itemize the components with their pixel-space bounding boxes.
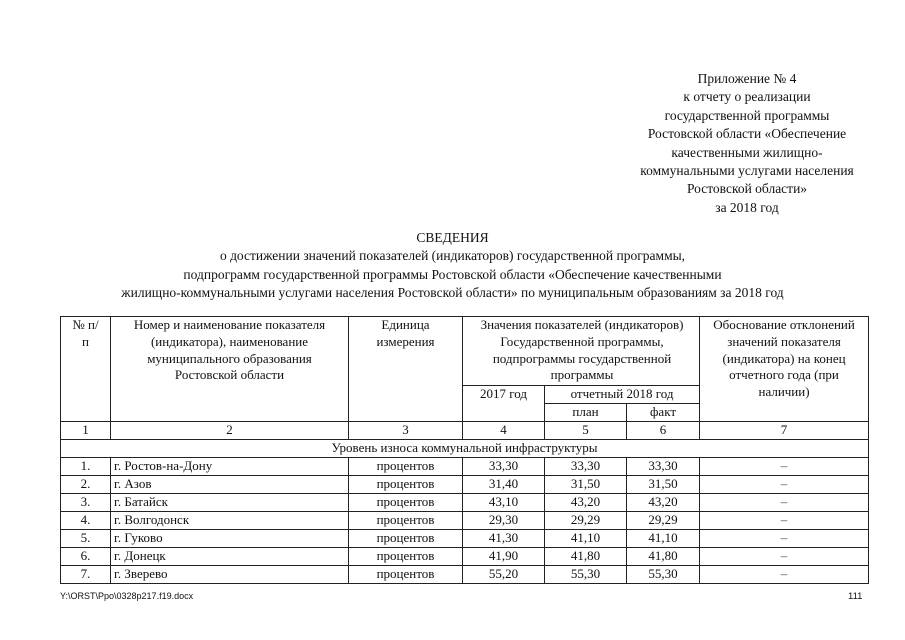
column-number-cell: 4	[463, 422, 545, 440]
justification-cell: –	[700, 494, 869, 512]
justification-cell: –	[700, 530, 869, 548]
appendix-line: государственной программы	[664, 107, 830, 123]
unit-cell: процентов	[349, 548, 463, 566]
appendix-line: к отчету о реализации	[683, 89, 811, 105]
title-line: о достижении значений показателей (индикаторов) государственной программы,	[219, 248, 686, 264]
document-file-path: Y:\ORST\Ppo\0328p217.f19.docx	[60, 591, 194, 601]
value-plan: 31,50	[545, 476, 627, 494]
row-number: 5.	[61, 530, 111, 548]
municipality-name: г. Волгодонск	[111, 512, 349, 530]
appendix-line: качественными жилищно-	[671, 144, 823, 160]
indicators-table	[60, 316, 869, 584]
value-2017: 29,30	[463, 512, 545, 530]
value-2017: 43,10	[463, 494, 545, 512]
municipality-name: г. Зверево	[111, 566, 349, 584]
value-plan: 41,80	[545, 548, 627, 566]
title-heading: СВЕДЕНИЯ	[416, 230, 489, 245]
column-number-cell: 2	[111, 422, 349, 440]
justification-cell: –	[700, 566, 869, 584]
justification-cell: –	[700, 476, 869, 494]
header-col-justification: Обоснование отклонений значений показателя (индикатора) на конец отчетного года (при наличии)	[700, 317, 869, 422]
row-number: 1.	[61, 458, 111, 476]
header-fact: факт	[627, 404, 700, 422]
header-col-number: № п/п	[61, 317, 111, 422]
table-row	[61, 548, 869, 566]
justification-cell: –	[700, 512, 869, 530]
row-number: 3.	[61, 494, 111, 512]
appendix-line: Ростовской области»	[686, 181, 808, 197]
row-number: 6.	[61, 548, 111, 566]
page-number: 111	[848, 591, 863, 602]
unit-cell: процентов	[349, 476, 463, 494]
column-number-cell: 6	[627, 422, 700, 440]
value-fact: 43,20	[627, 494, 700, 512]
value-fact: 41,80	[627, 548, 700, 566]
table-row	[61, 476, 869, 494]
municipality-name: г. Батайск	[111, 494, 349, 512]
unit-cell: процентов	[349, 512, 463, 530]
appendix-line: Приложение № 4	[697, 71, 797, 86]
table-row	[61, 566, 869, 584]
section-title: Уровень износа коммунальной инфраструктуры	[61, 440, 869, 458]
value-2017: 55,20	[463, 566, 545, 584]
value-fact: 55,30	[627, 566, 700, 584]
header-plan: план	[545, 404, 627, 422]
value-fact: 33,30	[627, 458, 700, 476]
column-number-cell: 7	[700, 422, 869, 440]
header-year-2017: 2017 год	[463, 386, 545, 422]
value-plan: 33,30	[545, 458, 627, 476]
value-plan: 29,29	[545, 512, 627, 530]
value-fact: 31,50	[627, 476, 700, 494]
unit-cell: процентов	[349, 458, 463, 476]
title-line: подпрограмм государственной программы Ростовской области «Обеспечение качественными	[183, 266, 722, 282]
value-plan: 41,10	[545, 530, 627, 548]
header-values-group: Значения показателей (индикаторов) Государственной программы, подпрограммы государственной программы	[463, 317, 700, 386]
column-number-cell: 3	[349, 422, 463, 440]
value-fact: 41,10	[627, 530, 700, 548]
value-fact: 29,29	[627, 512, 700, 530]
unit-cell: процентов	[349, 530, 463, 548]
appendix-block	[612, 70, 882, 217]
table-row	[61, 458, 869, 476]
document-title	[40, 229, 865, 303]
header-reporting-2018: отчетный 2018 год	[545, 386, 700, 404]
value-2017: 31,40	[463, 476, 545, 494]
value-2017: 41,90	[463, 548, 545, 566]
header-col-name: Номер и наименование показателя (индикатора), наименование муниципального образования Ростовской области	[111, 317, 349, 422]
value-plan: 43,20	[545, 494, 627, 512]
row-number: 4.	[61, 512, 111, 530]
unit-cell: процентов	[349, 566, 463, 584]
column-number-cell: 1	[61, 422, 111, 440]
column-number-cell: 5	[545, 422, 627, 440]
municipality-name: г. Ростов-на-Дону	[111, 458, 349, 476]
appendix-line: Ростовской области «Обеспечение	[647, 126, 847, 142]
municipality-name: г. Донецк	[111, 548, 349, 566]
row-number: 7.	[61, 566, 111, 584]
municipality-name: г. Гуково	[111, 530, 349, 548]
row-number: 2.	[61, 476, 111, 494]
justification-cell: –	[700, 458, 869, 476]
table-row	[61, 530, 869, 548]
appendix-line: коммунальными услугами населения	[640, 163, 854, 179]
value-plan: 55,30	[545, 566, 627, 584]
title-line: жилищно-коммунальными услугами населения Ростовской области» по муниципальным образованиям за 2018 год	[121, 285, 784, 301]
table-row	[61, 494, 869, 512]
table-row	[61, 512, 869, 530]
value-2017: 33,30	[463, 458, 545, 476]
value-2017: 41,30	[463, 530, 545, 548]
header-col-unit: Единица измерения	[349, 317, 463, 422]
municipality-name: г. Азов	[111, 476, 349, 494]
appendix-line: за 2018 год	[715, 199, 779, 215]
justification-cell: –	[700, 548, 869, 566]
unit-cell: процентов	[349, 494, 463, 512]
